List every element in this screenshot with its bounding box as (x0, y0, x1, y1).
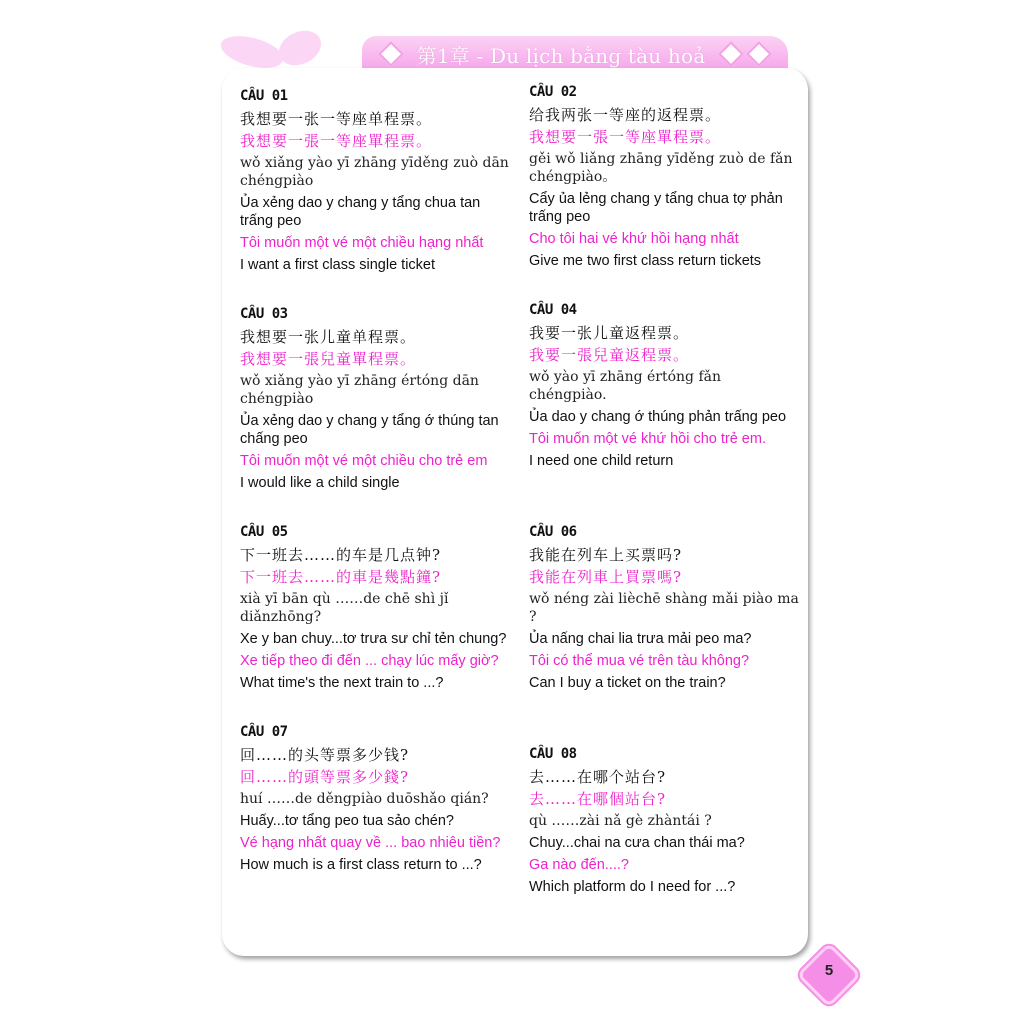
vietnamese-translation: Cho tôi hai vé khứ hồi hạng nhất (529, 231, 739, 247)
diamond-ornament-right (717, 45, 773, 63)
pronunciation-guide: Cẩy ủa lẻng chang y tẩng chua tợ phản trấng peo (529, 191, 783, 225)
pronunciation-guide: Chuy...chai na cưa chan thái ma? (529, 835, 745, 851)
simplified-chinese: 我想要一张一等座单程票。 (240, 110, 433, 128)
phrase-entry-04 (529, 302, 799, 474)
vietnamese-translation: Vé hạng nhất quay về ... bao nhiêu tiền? (240, 835, 501, 851)
phrase-entry-06 (529, 524, 799, 696)
diamond-icon (719, 41, 744, 66)
entry-label: CÂU 03 (240, 306, 288, 322)
diamond-icon (747, 41, 772, 66)
pinyin: wǒ yào yī zhāng értóng fǎn chéngpiào. (529, 369, 722, 403)
english-translation: I want a first class single ticket (240, 257, 436, 273)
page-number: 5 (824, 962, 834, 979)
vietnamese-translation: Xe tiếp theo đi đến ... chạy lúc mấy giờ? (240, 653, 499, 669)
pronunciation-guide: Ủa nấng chai lia trưa mải peo ma? (529, 631, 752, 647)
english-translation: What time's the next train to ...? (240, 675, 444, 691)
entry-label: CÂU 05 (240, 524, 288, 540)
simplified-chinese: 回……的头等票多少钱? (240, 746, 410, 764)
vietnamese-translation: Ga nào đến....? (529, 857, 629, 873)
pronunciation-guide: Ủa xẻng dao y chang y tẩng chua tan trấng peo (240, 195, 481, 229)
entry-label: CÂU 04 (529, 302, 577, 318)
diamond-icon (378, 41, 403, 66)
pronunciation-guide: Ủa xẻng dao y chang y tẩng ớ thúng tan chấng peo (240, 413, 499, 447)
phrase-entry-07 (240, 724, 510, 878)
entry-label: CÂU 06 (529, 524, 577, 540)
pinyin: gěi wǒ liǎng zhāng yīděng zuò de fǎn chéngpiào。 (529, 151, 793, 185)
traditional-chinese: 我要一張兒童返程票。 (529, 346, 690, 364)
entry-label: CÂU 01 (240, 88, 288, 104)
pinyin: wǒ xiǎng yào yī zhāng értóng dān chéngpiào (240, 373, 479, 407)
phrase-entry-01 (240, 88, 510, 278)
traditional-chinese: 我想要一張一等座單程票。 (529, 128, 722, 146)
english-translation: I need one child return (529, 453, 674, 469)
chapter-title: 第1章 - Du lịch bằng tàu hoả (416, 43, 706, 68)
vietnamese-translation: Tôi muốn một vé một chiều hạng nhất (240, 235, 484, 251)
diamond-ornament-left (377, 45, 405, 63)
simplified-chinese: 我要一张儿童返程票。 (529, 324, 690, 342)
entry-label: CÂU 08 (529, 746, 577, 762)
pinyin: huí ……de děngpiào duōshǎo qián? (240, 791, 489, 807)
pronunciation-guide: Ủa dao y chang ớ thúng phản trấng peo (529, 409, 787, 425)
vietnamese-translation: Tôi có thể mua vé trên tàu không? (529, 653, 750, 669)
phrase-entry-08 (529, 746, 799, 900)
simplified-chinese: 我想要一张儿童单程票。 (240, 328, 417, 346)
traditional-chinese: 下一班去……的車是幾點鐘? (240, 568, 442, 586)
chapter-header-tab (362, 36, 788, 72)
simplified-chinese: 给我两张一等座的返程票。 (529, 106, 722, 124)
english-translation: How much is a first class return to ...? (240, 857, 482, 873)
phrase-entry-03 (240, 306, 510, 496)
traditional-chinese: 回……的頭等票多少錢? (240, 768, 410, 786)
content-card (222, 68, 808, 956)
simplified-chinese: 我能在列车上买票吗? (529, 546, 683, 564)
pinyin: wǒ néng zài lièchē shàng mǎi piào ma ? (529, 591, 799, 625)
simplified-chinese: 下一班去……的车是几点钟? (240, 546, 442, 564)
phrase-entry-05 (240, 524, 510, 696)
traditional-chinese: 我想要一張兒童單程票。 (240, 350, 417, 368)
pinyin: wǒ xiǎng yào yī zhāng yīděng zuò dān chéngpiào (240, 155, 509, 189)
traditional-chinese: 我想要一張一等座單程票。 (240, 132, 433, 150)
english-translation: Give me two first class return tickets (529, 253, 762, 269)
entry-label: CÂU 02 (529, 84, 577, 100)
simplified-chinese: 去……在哪个站台? (529, 768, 667, 786)
pronunciation-guide: Huấy...tơ tẩng peo tua sảo chén? (240, 813, 454, 829)
english-translation: Can I buy a ticket on the train? (529, 675, 726, 691)
vietnamese-translation: Tôi muốn một vé khứ hồi cho trẻ em. (529, 431, 766, 447)
vietnamese-translation: Tôi muốn một vé một chiều cho trẻ em (240, 453, 488, 469)
english-translation: Which platform do I need for ...? (529, 879, 736, 895)
pinyin: xià yī bān qù ……de chē shì jǐ diǎnzhōng? (240, 591, 449, 625)
entry-label: CÂU 07 (240, 724, 288, 740)
phrase-entry-02 (529, 84, 799, 274)
pronunciation-guide: Xe y ban chuy...tơ trưa sư chỉ tẻn chung? (240, 631, 507, 647)
english-translation: I would like a child single (240, 475, 400, 491)
traditional-chinese: 去……在哪個站台? (529, 790, 667, 808)
pinyin: qù ……zài nǎ gè zhàntái ? (529, 813, 712, 829)
traditional-chinese: 我能在列車上買票嗎? (529, 568, 683, 586)
